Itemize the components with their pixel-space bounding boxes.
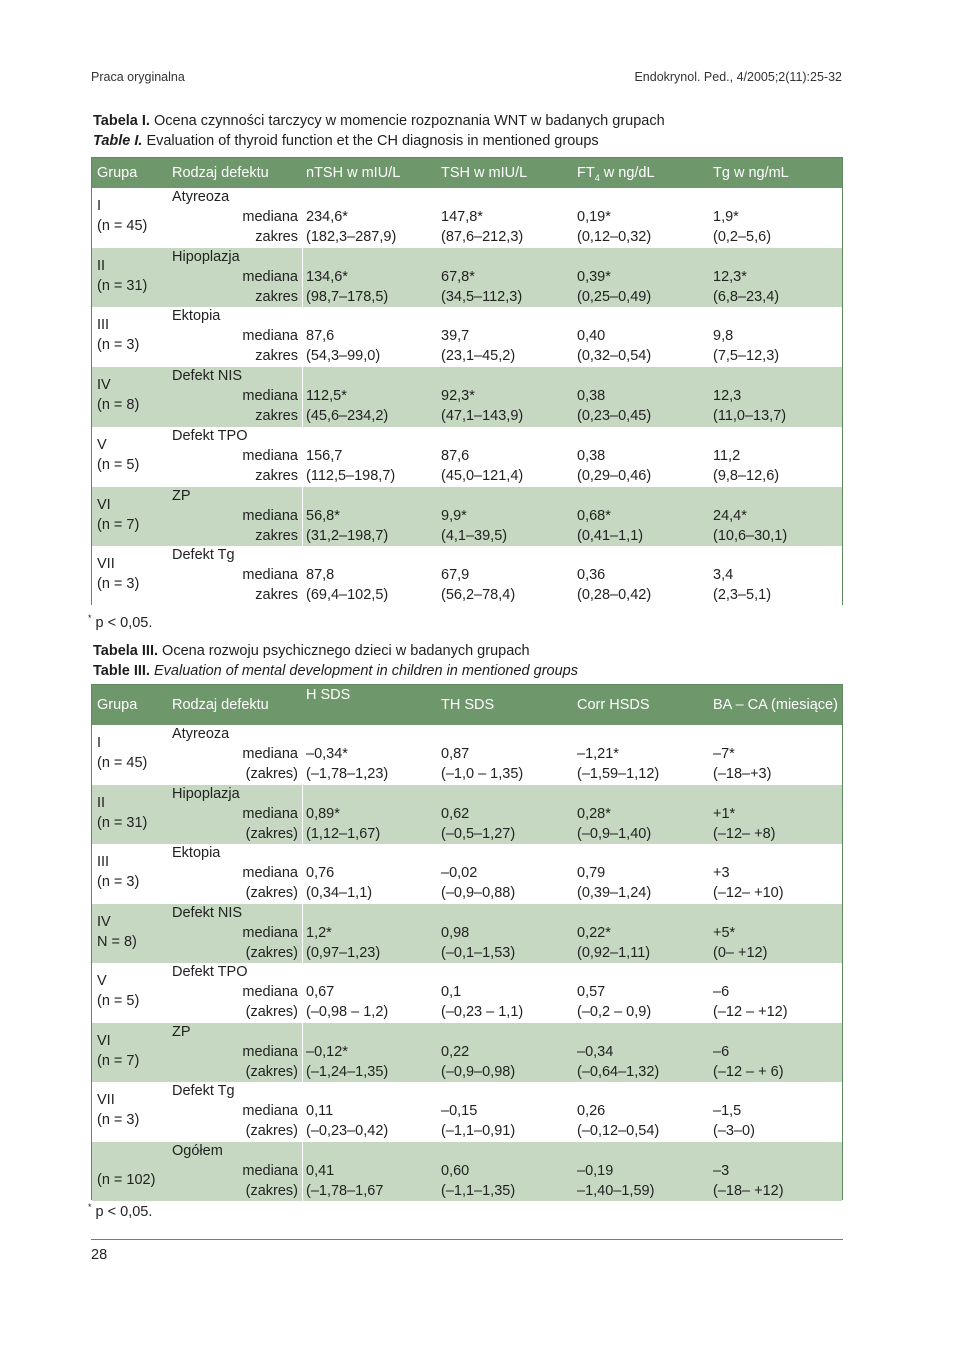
range-value: (–0,9–0,98) <box>441 1063 516 1080</box>
median-value: 0,38 <box>577 388 606 405</box>
median-label: mediana <box>242 805 298 822</box>
table1-header-ntsh: nTSH w mIU/L <box>306 165 401 181</box>
group-count: (n = 102) <box>97 1171 156 1188</box>
median-value: 9,8 <box>713 328 734 345</box>
table1-header-ft4: $FT_4$ w ng/dL <box>577 165 655 183</box>
defect-type: Atyreoza <box>172 726 230 742</box>
median-value: 0,22* <box>577 924 611 941</box>
thyroid-function-table <box>91 157 843 605</box>
median-value: 0,40 <box>577 328 606 345</box>
median-value: 87,6 <box>306 328 335 345</box>
range-value: (0,97–1,23) <box>306 944 381 961</box>
table3-header-thsds: TH SDS <box>441 697 495 713</box>
group-count: (n = 3) <box>97 576 140 593</box>
table3-caption-en-rest: Evaluation of mental development in children in mentioned groups <box>149 663 578 679</box>
defect-type: Ogółem <box>172 1142 223 1159</box>
range-value: (1,12–1,67) <box>306 825 381 842</box>
group-label: VI <box>97 1032 111 1049</box>
table3-header-corrhsds: Corr HSDS <box>577 697 650 713</box>
range-value: (–0,23 – 1,1) <box>441 1004 524 1020</box>
table3-header-group: Grupa <box>97 697 138 713</box>
table3-caption-en <box>93 661 578 681</box>
table1-caption-pl <box>93 111 665 131</box>
table1-divider <box>302 188 303 606</box>
range-value: (–12 – + 6) <box>713 1063 784 1080</box>
median-value: 0,19* <box>577 209 611 225</box>
group-count: (n = 31) <box>97 277 148 294</box>
table-row <box>92 248 842 308</box>
range-label: (zakres) <box>245 885 298 901</box>
running-header-right: Endokrynol. Ped., 4/2005;2(11):25-32 <box>634 70 842 84</box>
range-value: (–12 – +12) <box>713 1004 788 1020</box>
median-value: 0,26 <box>577 1103 606 1119</box>
table3-caption-pl <box>93 641 530 661</box>
range-value: (0,34–1,1) <box>306 885 373 901</box>
median-value: 1,9* <box>713 209 739 225</box>
range-value: (0,39–1,24) <box>577 885 652 901</box>
table-row <box>92 904 842 964</box>
median-value: 0,67 <box>306 984 335 1000</box>
table1-header-group: Grupa <box>97 165 138 181</box>
table1-caption-en-rest: Evaluation of thyroid function et the CH diagnosis in mentioned groups <box>142 133 599 149</box>
median-value: –6 <box>713 1043 730 1060</box>
median-label: mediana <box>242 1043 298 1060</box>
group-label: V <box>97 436 107 453</box>
range-value: (112,5–198,7) <box>306 467 396 484</box>
median-value: +5* <box>713 924 736 941</box>
range-value: (11,0–13,7) <box>713 408 787 425</box>
table1-caption-en-lead: Table I. <box>93 133 143 149</box>
range-value: (–0,2 – 0,9) <box>577 1004 652 1020</box>
table1-header-tsh: TSH w mIU/L <box>441 165 528 181</box>
table1-footnote: * p < 0,05. <box>88 613 153 631</box>
table-row <box>92 427 842 487</box>
table-row <box>92 844 842 904</box>
range-value: (–1,24–1,35) <box>306 1063 389 1080</box>
median-value: 9,9* <box>441 507 467 524</box>
median-value: 0,60 <box>441 1162 470 1179</box>
median-label: mediana <box>242 1103 298 1119</box>
table3-header-hsds: H SDS <box>306 687 351 703</box>
median-value: –0,02 <box>441 865 478 881</box>
group-count: (n = 7) <box>97 1052 140 1069</box>
median-value: 0,89* <box>306 805 340 822</box>
range-label: (zakres) <box>245 766 298 782</box>
median-label: mediana <box>242 447 298 464</box>
range-value: (–3–0) <box>713 1123 755 1139</box>
table1-caption-pl-rest: Ocena czynności tarczycy w momencie rozpoznania WNT w badanych grupach <box>149 113 665 129</box>
median-value: 0,87 <box>441 746 470 762</box>
table3-caption-pl-rest: Ocena rozwoju psychicznego dzieci w badanych grupach <box>158 643 530 659</box>
median-value: 12,3* <box>713 268 747 285</box>
table-row <box>92 546 842 606</box>
table3-footnote: * p < 0,05. <box>88 1202 153 1220</box>
median-value: –7* <box>713 746 735 762</box>
median-value: 67,9 <box>441 567 470 584</box>
group-label: I <box>97 198 102 214</box>
group-label: III <box>97 854 110 870</box>
range-value: (2,3–5,1) <box>713 587 772 604</box>
median-value: 156,7 <box>306 447 343 464</box>
defect-type: Defekt TPO <box>172 964 248 980</box>
range-label: zakres <box>255 348 298 365</box>
range-value: (–18–+3) <box>713 766 772 782</box>
range-value: (69,4–102,5) <box>306 587 389 604</box>
median-label: mediana <box>242 328 298 345</box>
group-count: (n = 45) <box>97 218 148 234</box>
median-value: 0,38 <box>577 447 606 464</box>
median-value: 0,98 <box>441 924 470 941</box>
range-label: zakres <box>255 288 298 305</box>
median-value: +1* <box>713 805 736 822</box>
table-row <box>92 1142 842 1202</box>
median-value: –0,12* <box>306 1043 348 1060</box>
range-value: (54,3–99,0) <box>306 348 381 365</box>
table1-caption-en <box>93 131 599 151</box>
median-value: 87,6 <box>441 447 470 464</box>
defect-type: Ektopia <box>172 845 221 861</box>
range-value: (0,23–0,45) <box>577 408 652 425</box>
median-value: 0,1 <box>441 984 462 1000</box>
range-value: (–1,1–0,91) <box>441 1123 516 1139</box>
range-value: (56,2–78,4) <box>441 587 516 604</box>
range-value: (–1,78–1,23) <box>306 766 389 782</box>
median-value: 1,2* <box>306 924 332 941</box>
median-value: 0,22 <box>441 1043 470 1060</box>
range-value: (–0,12–0,54) <box>577 1123 660 1139</box>
median-value: 0,68* <box>577 507 611 524</box>
range-value: (34,5–112,3) <box>441 288 523 305</box>
footer-rule <box>91 1239 843 1240</box>
defect-type: Ektopia <box>172 308 221 325</box>
median-value: 92,3* <box>441 388 475 405</box>
median-label: mediana <box>242 507 298 524</box>
range-value: (–0,64–1,32) <box>577 1063 660 1080</box>
range-value: (0,32–0,54) <box>577 348 652 365</box>
median-value: 112,5* <box>306 388 347 405</box>
median-label: mediana <box>242 746 298 762</box>
page-number: 28 <box>91 1247 108 1263</box>
group-label: VII <box>97 1092 115 1108</box>
range-value: (0,28–0,42) <box>577 587 652 604</box>
group-label: IV <box>97 913 111 930</box>
table-row <box>92 188 842 248</box>
range-label: (zakres) <box>245 825 298 842</box>
median-label: mediana <box>242 268 298 285</box>
table-row <box>92 1023 842 1083</box>
range-value: (–1,1–1,35) <box>441 1182 516 1199</box>
median-value: –0,15 <box>441 1103 478 1119</box>
range-label: zakres <box>255 408 298 425</box>
range-value: (6,8–23,4) <box>713 288 780 305</box>
defect-type: Defekt TPO <box>172 427 248 444</box>
median-label: mediana <box>242 924 298 941</box>
median-value: 0,79 <box>577 865 606 881</box>
group-label: VII <box>97 556 115 573</box>
range-value: (0,25–0,49) <box>577 288 652 305</box>
range-label: (zakres) <box>245 1182 298 1199</box>
range-value: (7,5–12,3) <box>713 348 780 365</box>
table-row <box>92 1082 842 1142</box>
range-label: (zakres) <box>245 1063 298 1080</box>
group-label: V <box>97 973 107 989</box>
median-value: 87,8 <box>306 567 335 584</box>
range-value: (–1,78–1,67 <box>306 1182 384 1199</box>
group-label: I <box>97 735 102 751</box>
range-value: (–0,9–0,88) <box>441 885 516 901</box>
table3-caption-en-lead: Table III. <box>93 663 150 679</box>
median-value: 0,11 <box>306 1103 334 1119</box>
median-value: 39,7 <box>441 328 470 345</box>
table-row <box>92 307 842 367</box>
group-count: (n = 3) <box>97 1112 140 1128</box>
table1-header-defect: Rodzaj defektu <box>172 165 269 181</box>
median-value: 0,28* <box>577 805 611 822</box>
range-value: (10,6–30,1) <box>713 527 788 544</box>
range-label: zakres <box>255 587 298 604</box>
range-label: zakres <box>255 229 298 245</box>
group-label: II <box>97 257 106 274</box>
median-value: 0,62 <box>441 805 470 822</box>
table3-caption-pl-lead: Tabela III. <box>93 643 159 659</box>
running-header-left: Praca oryginalna <box>91 70 185 84</box>
table-row <box>92 367 842 427</box>
table1-caption-pl-lead: Tabela I. <box>93 113 150 129</box>
defect-type: Hipoplazja <box>172 248 240 265</box>
median-label: mediana <box>242 865 298 881</box>
table3-header-defect: Rodzaj defektu <box>172 697 269 713</box>
median-value: 0,39* <box>577 268 611 285</box>
median-value: 3,4 <box>713 567 734 584</box>
median-value: 234,6* <box>306 209 348 225</box>
median-value: 12,3 <box>713 388 742 405</box>
range-value: (47,1–143,9) <box>441 408 524 425</box>
range-value: (–18– +12) <box>713 1182 784 1199</box>
group-count: (n = 5) <box>97 456 140 473</box>
defect-type: ZP <box>172 1023 191 1040</box>
range-value: (–1,59–1,12) <box>577 766 660 782</box>
range-value: (–0,98 – 1,2) <box>306 1004 389 1020</box>
range-value: (0,2–5,6) <box>713 229 772 245</box>
defect-type: Defekt Tg <box>172 547 235 564</box>
median-value: –0,19 <box>577 1162 614 1179</box>
range-value: (0,29–0,46) <box>577 467 652 484</box>
group-count: (n = 3) <box>97 874 140 890</box>
median-value: +3 <box>713 865 730 881</box>
range-value: (0– +12) <box>713 944 768 961</box>
median-value: 0,41 <box>306 1162 335 1179</box>
range-value: (–12– +10) <box>713 885 784 901</box>
median-value: 11,2 <box>713 447 741 464</box>
median-value: 147,8* <box>441 209 483 225</box>
group-count: N = 8) <box>97 933 137 950</box>
range-value: (45,0–121,4) <box>441 467 524 484</box>
median-value: 0,76 <box>306 865 335 881</box>
range-label: (zakres) <box>245 944 298 961</box>
range-value: (9,8–12,6) <box>713 467 780 484</box>
range-value: (4,1–39,5) <box>441 527 508 544</box>
range-label: zakres <box>255 467 298 484</box>
range-value: (0,41–1,1) <box>577 527 644 544</box>
median-value: 67,8* <box>441 268 475 285</box>
range-value: (–0,9–1,40) <box>577 825 652 842</box>
median-label: mediana <box>242 1162 298 1179</box>
median-value: 0,36 <box>577 567 606 584</box>
group-count: (n = 7) <box>97 516 140 533</box>
median-value: 56,8* <box>306 507 340 524</box>
range-label: (zakres) <box>245 1123 298 1139</box>
table-row <box>92 963 842 1023</box>
group-count: (n = 45) <box>97 755 148 771</box>
range-value: (98,7–178,5) <box>306 288 389 305</box>
range-value: (87,6–212,3) <box>441 229 524 245</box>
range-value: (–0,23–0,42) <box>306 1123 389 1139</box>
defect-type: Defekt Tg <box>172 1083 235 1099</box>
median-value: 0,57 <box>577 984 606 1000</box>
range-value: (–0,5–1,27) <box>441 825 516 842</box>
range-value: (–1,0 – 1,35) <box>441 766 524 782</box>
mental-development-table <box>91 684 843 1200</box>
range-value: (–0,1–1,53) <box>441 944 516 961</box>
group-label: III <box>97 317 110 334</box>
median-value: –1,21* <box>577 746 619 762</box>
group-count: (n = 5) <box>97 993 140 1009</box>
group-count: (n = 31) <box>97 814 148 831</box>
median-value: 134,6* <box>306 268 348 285</box>
range-value: (31,2–198,7) <box>306 527 389 544</box>
median-value: 24,4* <box>713 507 747 524</box>
range-label: (zakres) <box>245 1004 298 1020</box>
median-value: –0,34 <box>577 1043 614 1060</box>
range-value: (0,12–0,32) <box>577 229 652 245</box>
defect-type: ZP <box>172 487 191 504</box>
range-label: zakres <box>255 527 298 544</box>
median-value: –1,5 <box>713 1103 742 1119</box>
median-label: mediana <box>242 209 298 225</box>
table3-header-baca: BA – CA (miesiące) <box>713 697 838 713</box>
range-value: –1,40–1,59) <box>577 1182 655 1199</box>
table3-divider <box>302 725 303 1201</box>
median-value: –6 <box>713 984 730 1000</box>
defect-type: Hipoplazja <box>172 785 240 802</box>
group-label: VI <box>97 496 111 513</box>
median-value: –3 <box>713 1162 730 1179</box>
range-value: (–12– +8) <box>713 825 776 842</box>
median-value: –0,34* <box>306 746 348 762</box>
median-label: mediana <box>242 567 298 584</box>
range-value: (23,1–45,2) <box>441 348 516 365</box>
table-row <box>92 725 842 785</box>
defect-type: Defekt NIS <box>172 368 243 385</box>
table3-header-row <box>92 685 842 725</box>
range-value: (182,3–287,9) <box>306 229 397 245</box>
table1-header-row <box>92 158 842 188</box>
table1-header-tg: Tg w ng/mL <box>713 165 789 181</box>
group-count: (n = 3) <box>97 337 140 354</box>
table-row <box>92 487 842 547</box>
group-count: (n = 8) <box>97 397 140 414</box>
group-label: IV <box>97 377 111 394</box>
median-label: mediana <box>242 388 298 405</box>
median-label: mediana <box>242 984 298 1000</box>
range-value: (45,6–234,2) <box>306 408 389 425</box>
range-value: (0,92–1,11) <box>577 944 651 961</box>
defect-type: Atyreoza <box>172 189 230 205</box>
defect-type: Defekt NIS <box>172 904 243 921</box>
group-label: II <box>97 794 106 811</box>
table-row <box>92 785 842 845</box>
